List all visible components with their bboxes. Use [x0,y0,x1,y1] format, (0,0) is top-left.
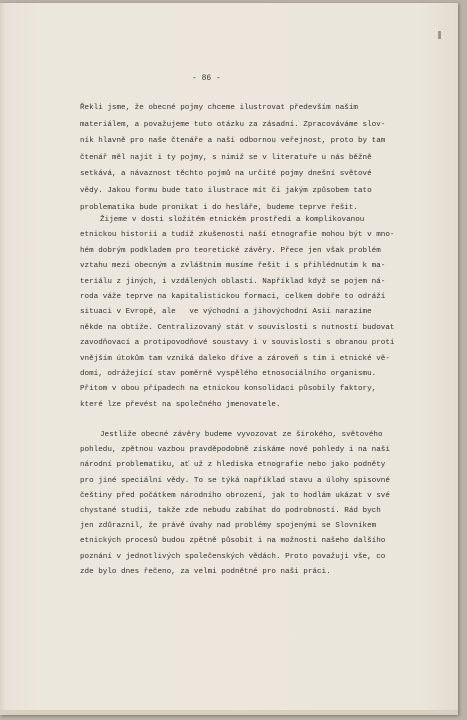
text-line: Jestliže obecné závěry budeme vyvozovat ze širokého, světového [100,431,383,439]
text-line: které lze převést na společného jmenovatele. [80,400,281,409]
text-line: vědy. Jakou formu bude tato ilustrace mít či jakým způsobem tato [80,186,372,195]
text-line: pohledu, zpětnou vazbou pravděpodobně získáme nové pohledy i na naši [80,446,390,455]
text-line: etnickou historií a tudíž zkušenosti naší etnografie mohou být v mno- [80,231,395,240]
text-line: češtiny před počátkem národního obrození, jak to hodlám ukázat v své [80,491,390,500]
scan-mark [438,31,441,39]
text-line: situaci v Evropě, ale ve východní a jihovýchodní Asii narazíme [80,308,372,317]
paragraph-3 [80,428,390,580]
text-line: ník hlavně pro naše čtenáře a naši odbornou veřejnost, proto by tam [80,137,386,146]
paragraph-1 [80,100,385,216]
page-number: - 86 - [192,74,221,83]
text-line: zavodňovací a protipovodňové soustavy i v souvislosti s obranou proti [80,339,395,348]
text-line: vztahu mezi obecným a zvláštním musíme řešit i s přihlédnutím k ma- [80,262,386,271]
text-line: etnických procesů budou zpětně působit i na možnosti našeho dalšího [80,537,386,546]
text-line: chystané studii, takže zde nebudu zabíhat do podrobností. Rád bych [80,506,381,515]
text-line: roda váže teprve na kapitalistickou formaci, celkem dobře to odráží [80,292,386,301]
text-line: zde bylo dnes řečeno, za velmi podnětné pro naši práci. [80,567,331,576]
text-line: poznání v jednotlivých společenských vědách. Proto považuji vše, co [80,552,386,561]
text-line: Žijeme v dosti složitém etnickém prostředí a komplikovanou [100,216,365,224]
text-line: Přitom v obou případech na etnickou konsolidaci působily faktory, [80,385,377,394]
text-line: domí, odrážející stav poměrně vyspělého etnosociálního organismu. [80,369,377,378]
text-line: někde na obtíže. Centralizovaný stát v souvislosti s nutností budovat [80,323,395,332]
text-line: Řekli jsme, že obecné pojmy chceme ilustrovat především našim [80,104,358,112]
text-line: jen zdůraznil, že právě úvahy nad problémy spojenými se Slovníkem [80,522,377,531]
text-line: teriálu z jiných, i vzdálených oblastí. Například když se pojem ná- [80,277,386,286]
page-bottom-edge [0,710,458,715]
text-line: hém dobrým podkladem pro teoretické závěry. Přece jen však problém [80,246,381,255]
text-line: pro jiné speciální vědy. To se týká například stavu a úlohy spisovné [80,476,390,485]
document-page [0,3,458,715]
text-line: národní problematiku, ať už z hlediska etnografie nebo jako podněty [80,461,386,470]
text-line: čtenář měl najít i ty pojmy, s nimiž se v literatuře u nás běžně [80,153,372,162]
text-line: setkává, a návaznost těchto pojmů na určité pojmy dnešní světové [80,170,372,179]
paragraph-2 [80,213,394,413]
text-line: materiálem, a považujeme tuto otázku za zásadní. Zpracováváme slov- [80,120,386,129]
text-line: problematika bude pronikat i do hesláře, budeme teprve řešit. [80,203,358,212]
text-line: vnějším útokům tam vzniká daleko dříve a zároveň s tím i etnické vě- [80,354,390,363]
